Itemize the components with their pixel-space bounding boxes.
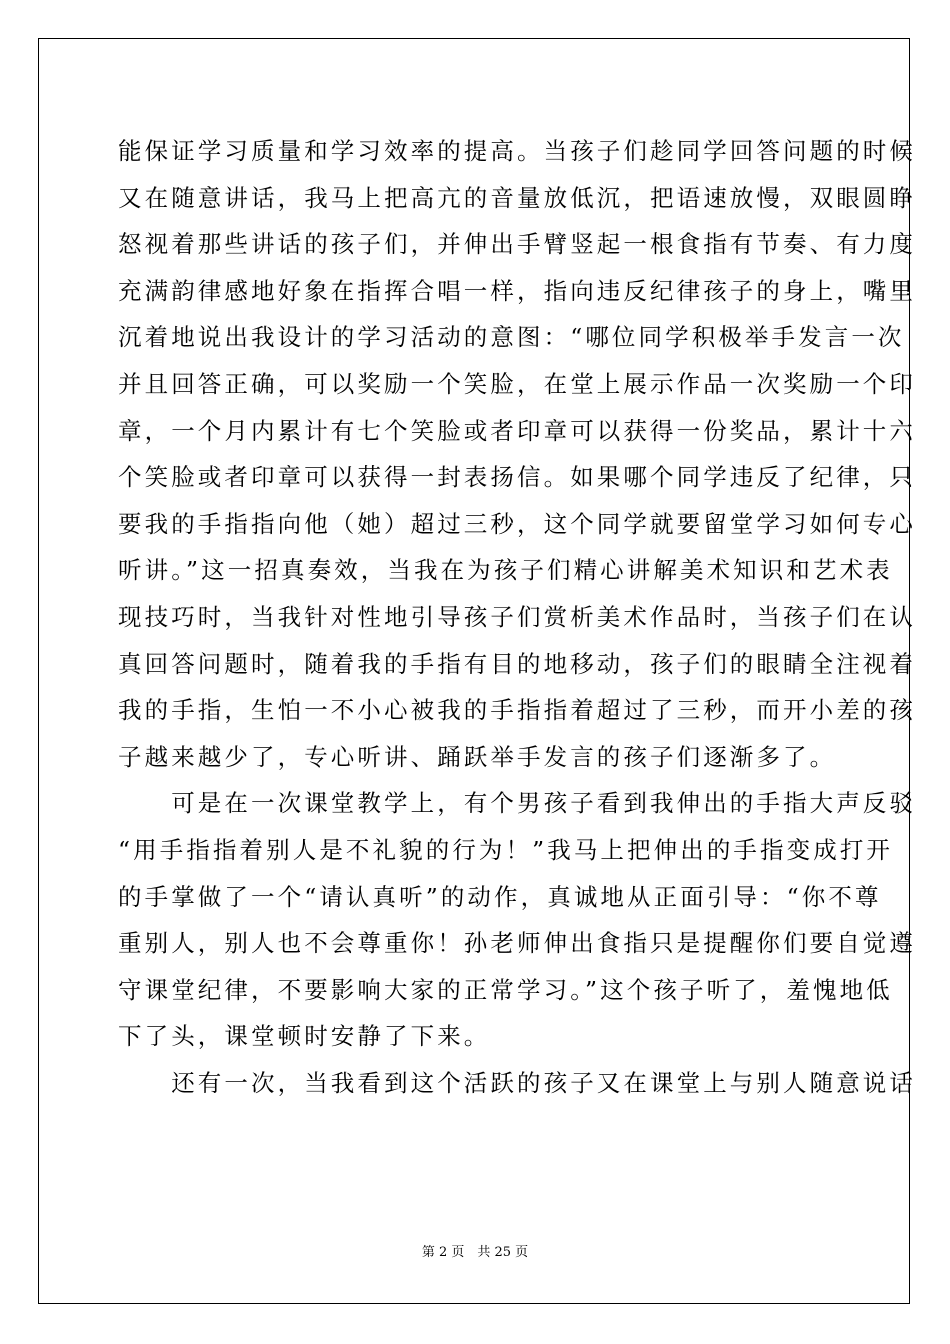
document-body xyxy=(118,128,916,1106)
text-line: “用手指指着别人是不礼貌的行为！”我马上把伸出的手指变成打开 xyxy=(118,835,894,864)
text-line: 充满韵律感地好象在指挥合唱一样，指向违反纪律孩子的身上，嘴里 xyxy=(118,276,916,305)
text-line: 怒视着那些讲话的孩子们，并伸出手臂竖起一根食指有节奏、有力度 xyxy=(118,230,916,259)
text-line: 的手掌做了一个“请认真听”的动作，真诚地从正面引导：“你不尊 xyxy=(118,882,882,911)
text-line: 能保证学习质量和学习效率的提高。当孩子们趁同学回答问题的时候 xyxy=(118,137,916,165)
text-line: 并且回答正确，可以奖励一个笑脸，在堂上展示作品一次奖励一个印 xyxy=(118,369,916,398)
text-line: 要我的手指指向他（她）超过三秒，这个同学就要留堂学习如何专心 xyxy=(118,509,916,538)
text-line: 个笑脸或者印章可以获得一封表扬信。如果哪个同学违反了纪律，只 xyxy=(118,463,916,492)
text-line: 章，一个月内累计有七个笑脸或者印章可以获得一份奖品，累计十六 xyxy=(118,416,916,445)
text-line: 真回答问题时，随着我的手指有目的地移动，孩子们的眼睛全注视着 xyxy=(118,649,916,678)
text-line: 我的手指，生怕一不小心被我的手指指着超过了三秒，而开小差的孩 xyxy=(118,696,916,725)
text-line: 子越来越少了，专心听讲、踊跃举手发言的孩子们逐渐多了。 xyxy=(118,742,837,771)
text-line: 重别人，别人也不会尊重你！孙老师伸出食指只是提醒你们要自觉遵 xyxy=(118,929,916,958)
text-line: 又在随意讲话，我马上把高亢的音量放低沉，把语速放慢，双眼圆睁 xyxy=(118,183,916,212)
text-line: 听讲。”这一招真奏效，当我在为孩子们精心讲解美术知识和艺术表 xyxy=(118,556,893,585)
text-line: 下了头，课堂顿时安静了下来。 xyxy=(118,1022,491,1051)
text-line: 守课堂纪律，不要影响大家的正常学习。”这个孩子听了，羞愧地低 xyxy=(118,975,893,1004)
page-footer: 第 2 页 共 25 页 xyxy=(421,1245,529,1260)
text-line: 可是在一次课堂教学上，有个男孩子看到我伸出的手指大声反驳 xyxy=(118,789,916,818)
text-line: 现技巧时，当我针对性地引导孩子们赏析美术作品时，当孩子们在认 xyxy=(118,602,916,631)
text-line: 还有一次，当我看到这个活跃的孩子又在课堂上与别人随意说话 xyxy=(118,1068,916,1097)
text-line: 沉着地说出我设计的学习活动的意图：“哪位同学积极举手发言一次 xyxy=(118,323,905,352)
